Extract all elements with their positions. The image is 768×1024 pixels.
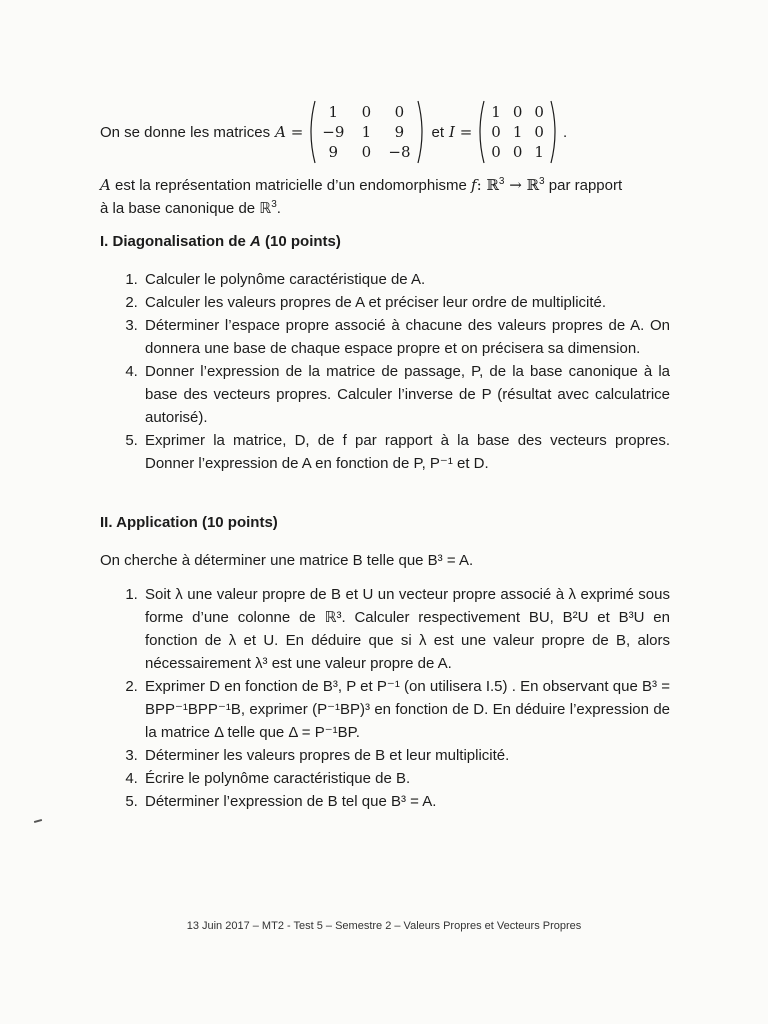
list-item: 1. Soit λ une valeur propre de B et U un vecteur propre associé à λ exprimé sous forme d’une colonne de ℝ³. Calculer respectivement BU, B²U et B³U en fonction de λ et U. En déduire que si λ est une valeur propre de B, alors nécessairement λ³ est une valeur propre de A. [142,583,670,675]
matrix-definition [100,100,567,164]
part1-title: I. Diagonalisation de A (10 points) [100,233,341,250]
matrix-a: 1 0 0 −9 1 9 9 0 −8 [306,102,426,162]
left-paren-icon [306,100,316,164]
intro-lead: On se donne les matrices [100,123,271,141]
list-item: 5. Exprimer la matrice, D, de f par rapport à la base des vecteurs propres. Donner l’expression de A en fonction de P, P⁻¹ et D. [142,429,670,475]
right-paren-icon [550,100,560,164]
list-item: 4. Écrire le polynôme caractéristique de B. [142,767,670,790]
matrix-i-label: I = [449,123,473,141]
part2-list [100,583,670,813]
page-footer: 13 Juin 2017 – MT2 - Test 5 – Semestre 2 – Valeurs Propres et Vecteurs Propres [186,920,582,932]
list-item: 2. Exprimer D en fonction de B³, P et P⁻¹ (on utilisera I.5) . En observant que B³ = BPP⁻¹BPP⁻¹B, exprimer (P⁻¹BP)³ en fonction de D. En déduire l’expression de la matrice Δ telle que Δ = P⁻¹BP. [142,675,670,744]
matrix-a-label: A = [275,123,304,141]
part1-list [100,268,670,475]
right-paren-icon [417,100,427,164]
and-word: et [431,123,445,141]
list-item: 2. Calculer les valeurs propres de A et préciser leur ordre de multiplicité. [142,291,670,314]
list-item: 4. Donner l’expression de la matrice de passage, P, de la base canonique à la base des vecteurs propres. Calculer l’inverse de P (résultat avec calculatrice autorisé). [142,360,670,429]
list-item: 3. Déterminer les valeurs propres de B et leur multiplicité. [142,744,670,767]
scan-speck [34,819,42,823]
part2-lead: On cherche à déterminer une matrice B telle que B³ = A. [100,552,474,569]
intro-end: . [562,123,568,141]
list-item: 5. Déterminer l’expression de B tel que B³ = A. [142,790,670,813]
left-paren-icon [475,100,485,164]
part2-title: II. Application (10 points) [100,514,278,531]
matrix-i: 1 0 0 0 1 0 0 0 1 [475,102,560,162]
statement: A est la représentation matricielle d’un endomorphisme f: ℝ$^3$ → ℝ$^3$ par rapport à la base canonique de ℝ$^3$. [100,176,623,217]
list-item: 1. Calculer le polynôme caractéristique de A. [142,268,670,291]
list-item: 3. Déterminer l’espace propre associé à chacune des valeurs propres de A. On donnera une base de chaque espace propre et on précisera sa dimension. [142,314,670,360]
